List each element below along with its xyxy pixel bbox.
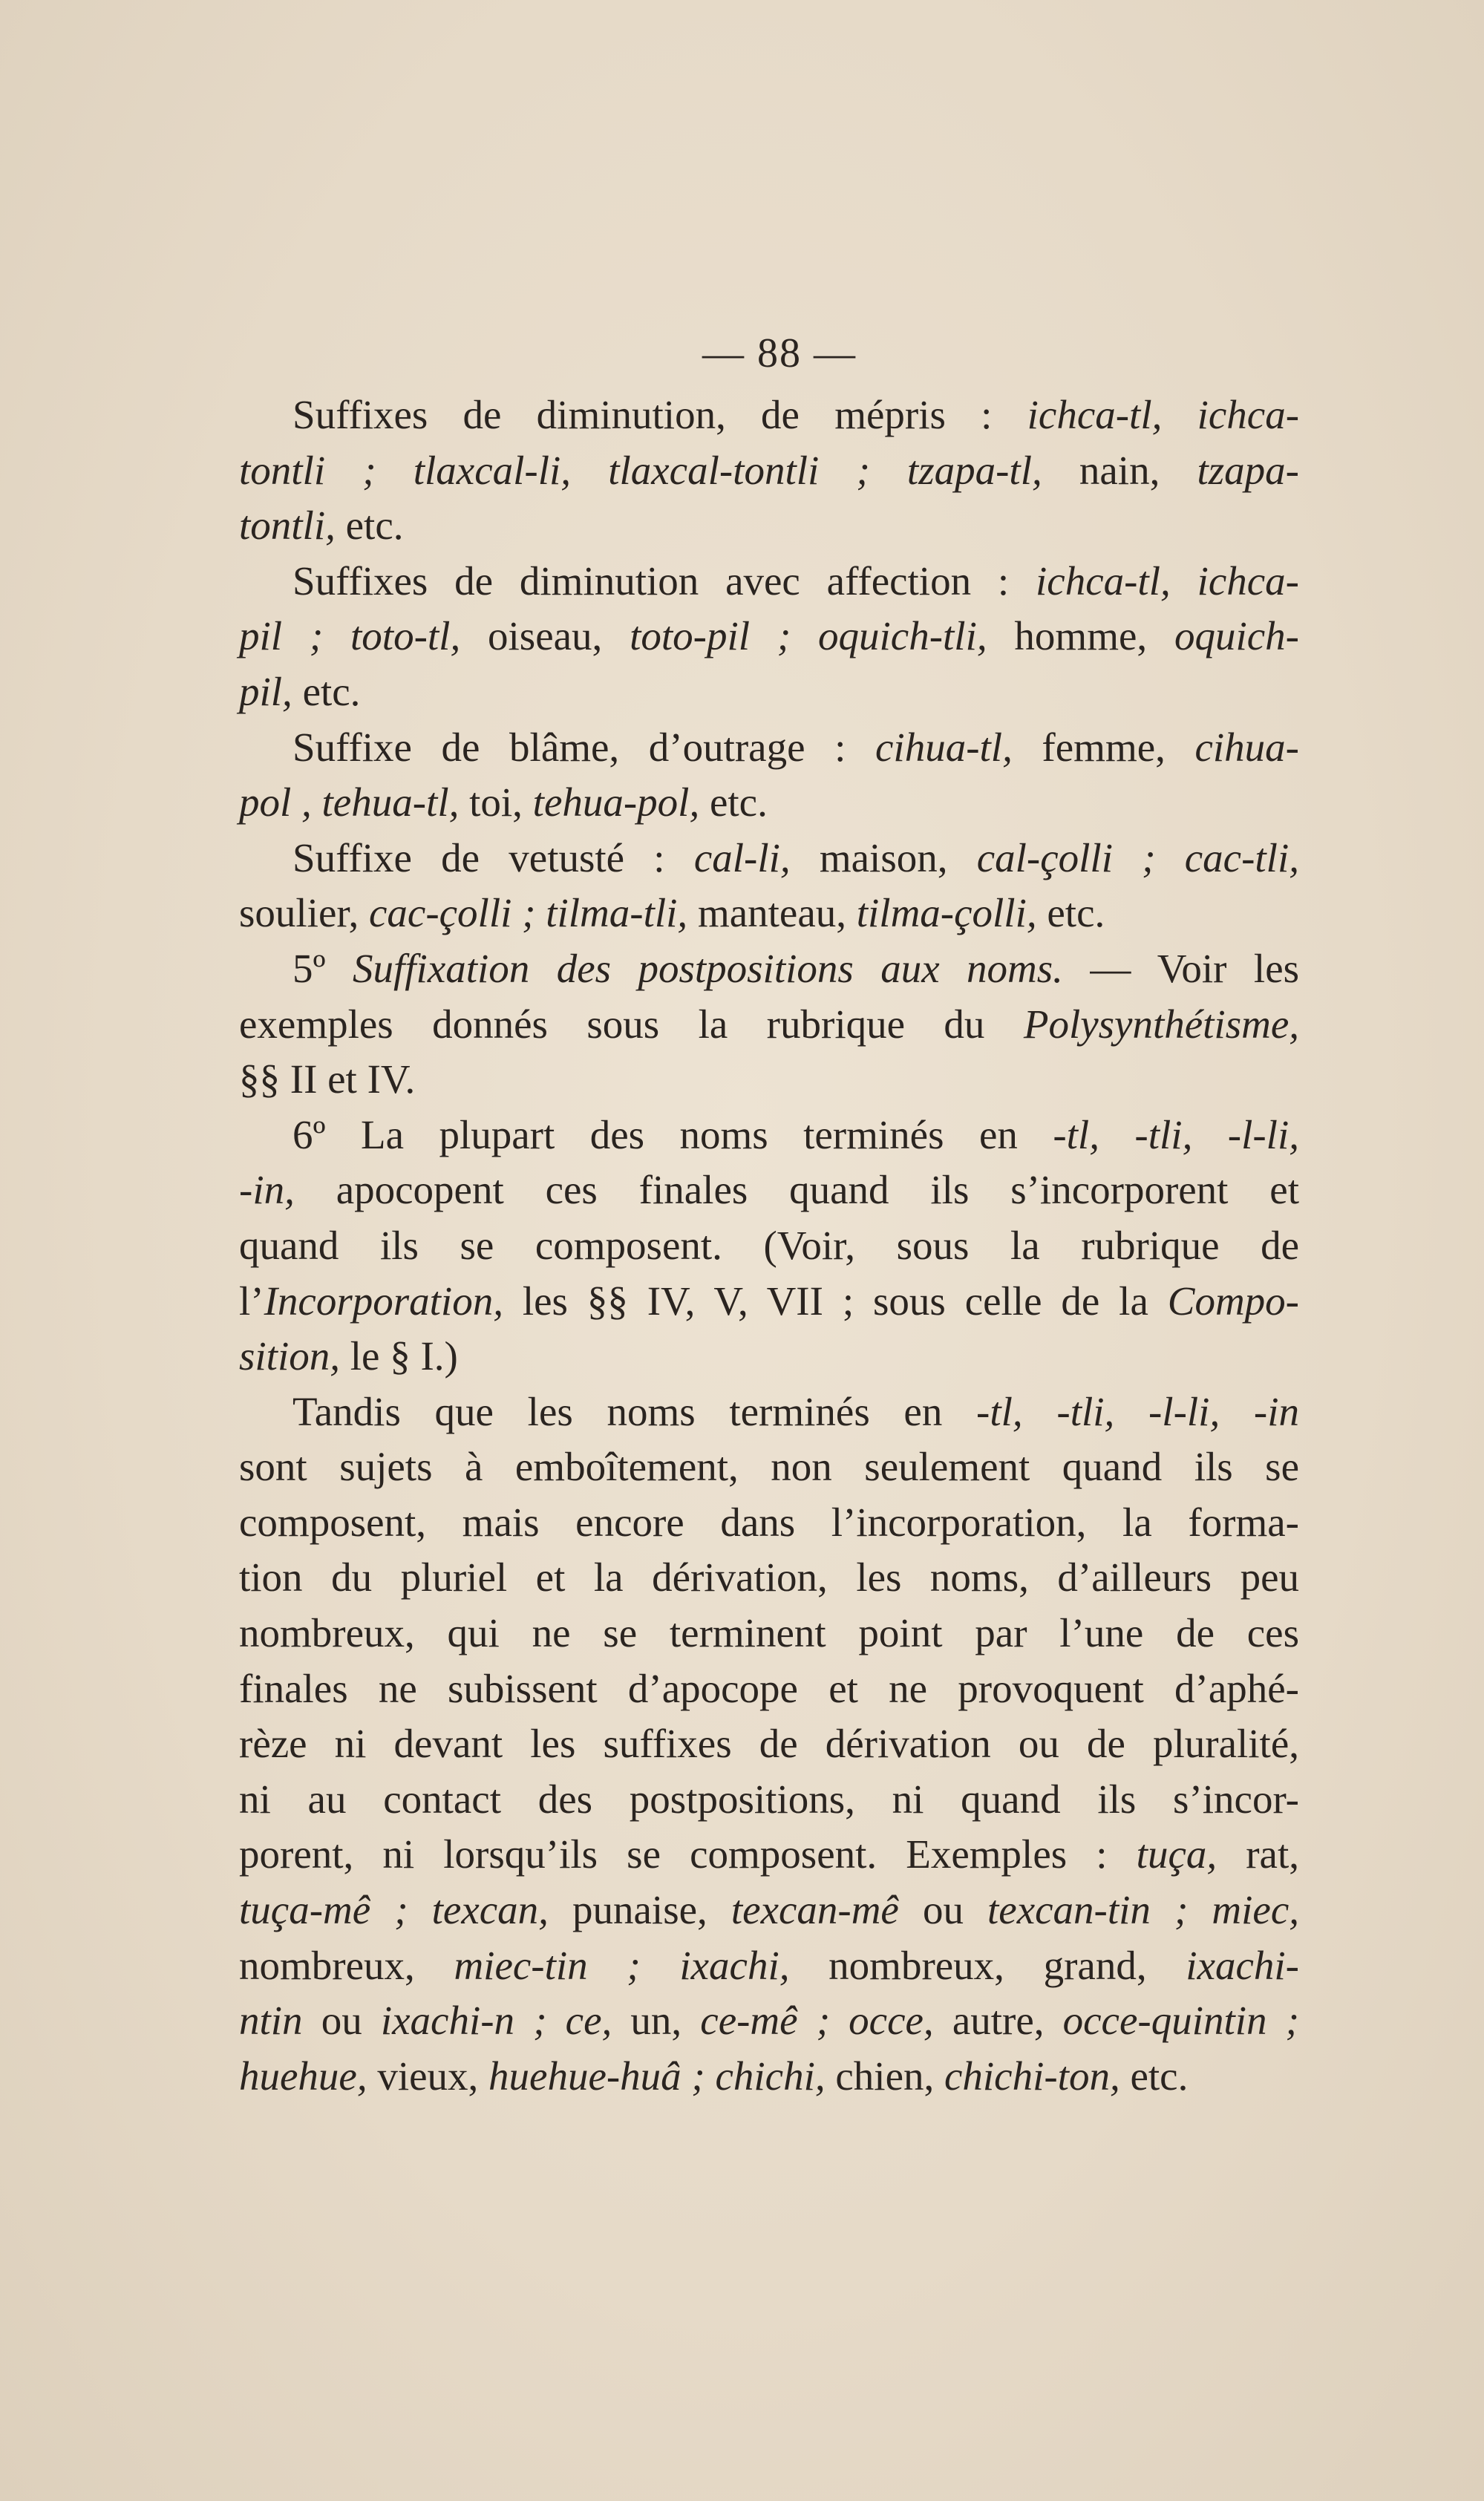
text-run: l’ <box>239 1278 264 1324</box>
italic-term: ixachi-n ; ce, <box>380 1998 612 2044</box>
text-line <box>239 1938 1299 1994</box>
text-run: toi, <box>459 779 533 826</box>
text-line <box>239 1163 1299 1218</box>
italic-term: Suffixation des postpositions aux noms. <box>352 945 1063 991</box>
text-run: Suffixe de blâme, d’outrage : <box>292 724 875 770</box>
italic-term: tontli ; tlaxcal-li, tlaxcal-tontli ; tzapa-tl, <box>239 447 1042 493</box>
text-line <box>239 886 1299 941</box>
italic-term: chichi-ton, <box>944 2053 1120 2099</box>
text-run: un, <box>612 1998 701 2044</box>
page-number: — 88 — <box>702 330 857 376</box>
text-line <box>239 1606 1299 1661</box>
italic-term: huehue, <box>239 2053 367 2099</box>
text-line <box>239 1827 1299 1883</box>
text-run <box>1171 558 1197 604</box>
text-line <box>239 1883 1299 1938</box>
italic-term: pil ; toto-tl, <box>239 613 461 659</box>
text-line <box>239 609 1299 664</box>
italic-term: ichca- <box>1197 558 1299 604</box>
text-line <box>239 1329 1299 1384</box>
text-run: — Voir les <box>1062 945 1300 991</box>
text-run: le § I.) <box>340 1333 458 1379</box>
italic-term: texcan-tin ; miec, <box>987 1887 1299 1933</box>
text-line <box>239 664 1299 720</box>
italic-term: miec-tin ; ixachi, <box>454 1942 790 1988</box>
text-run: nain, <box>1042 447 1197 493</box>
text-line <box>239 1772 1299 1828</box>
text-run: nombreux, grand, <box>789 1942 1186 1988</box>
text-run: femme, <box>1012 724 1195 770</box>
italic-term: ichca-tl, <box>1036 558 1171 604</box>
text-run: Tandis que les noms terminés en <box>292 1388 977 1434</box>
text-line <box>239 388 1299 443</box>
italic-term: cac-çolli ; tilma-tli, <box>369 890 688 936</box>
italic-term: -tl, -tli, -l-li, -in <box>976 1388 1299 1434</box>
italic-term: toto-pil ; oquich-tli, <box>630 613 987 659</box>
text-run: autre, <box>933 1998 1063 2044</box>
text-run: nombreux, qui ne se terminent point par l’une de ces <box>239 1610 1299 1656</box>
italic-term: Polysynthétisme, <box>1023 1001 1299 1047</box>
text-run: 6º La plupart des noms terminés en <box>292 1111 1053 1157</box>
text-line <box>239 1550 1299 1606</box>
italic-term: ichca- <box>1197 392 1300 437</box>
text-line <box>239 1384 1299 1440</box>
text-line <box>239 2049 1299 2105</box>
text-line <box>239 498 1299 554</box>
text-run: vieux, <box>367 2053 489 2099</box>
text-run: etc. <box>335 503 404 549</box>
text-run: tion du pluriel et la dérivation, les noms, d’ailleurs peu <box>239 1554 1299 1601</box>
text-line <box>239 1993 1299 2049</box>
text-run: nombreux, <box>239 1942 454 1988</box>
text-line <box>239 1274 1299 1330</box>
text-run: homme, <box>987 613 1174 659</box>
text-run: Suffixes de diminution, de mépris : <box>292 392 1027 437</box>
text-line <box>239 1661 1299 1717</box>
italic-term: tuça, <box>1136 1831 1217 1877</box>
text-run: les §§ IV, V, VII ; sous celle de la <box>503 1278 1168 1324</box>
text-run: Suffixes de diminution avec affection : <box>292 558 1036 604</box>
text-run: exemples donnés sous la rubrique du <box>239 1001 1024 1047</box>
text-run: oiseau, <box>460 613 630 659</box>
text-run: ni au contact des postpositions, ni quand ils s’incor- <box>239 1776 1299 1822</box>
italic-term: tilma-çolli, <box>856 890 1037 936</box>
text-run: porent, ni lorsqu’ils se composent. Exemples : <box>239 1831 1137 1877</box>
text-run: §§ II et IV. <box>239 1056 416 1102</box>
text-run: maison, <box>790 834 977 880</box>
body-text <box>239 388 1299 2104</box>
text-line <box>239 997 1299 1053</box>
text-run: apocopent ces finales quand ils s’incorporent et <box>294 1167 1299 1213</box>
text-run: punaise, <box>548 1887 731 1933</box>
italic-term: ce-mê ; occe, <box>700 1998 934 2044</box>
text-line <box>239 1218 1299 1274</box>
text-run: chien, <box>825 2053 944 2099</box>
italic-term: tontli, <box>239 503 336 549</box>
text-run: rat, <box>1217 1831 1299 1877</box>
text-run: etc. <box>1036 890 1105 936</box>
italic-term: ichca-tl, <box>1027 392 1163 437</box>
italic-term: cihua- <box>1194 724 1299 770</box>
text-run <box>1162 392 1197 437</box>
italic-term: tzapa- <box>1197 447 1299 493</box>
text-run: 5º <box>292 945 353 991</box>
text-run: etc. <box>699 779 768 826</box>
italic-term: pil, <box>239 668 292 714</box>
italic-term: oquich- <box>1174 613 1299 659</box>
italic-term: -in, <box>239 1167 295 1213</box>
italic-term: huehue-huâ ; chichi, <box>488 2053 826 2099</box>
text-run: sont sujets à emboîtement, non seulement quand ils se <box>239 1444 1299 1490</box>
italic-term: cal-li, <box>693 834 791 880</box>
text-line <box>239 775 1299 831</box>
text-line <box>239 1439 1299 1495</box>
text-line <box>239 831 1299 886</box>
text-run: etc. <box>1119 2053 1189 2099</box>
text-run: ou <box>898 1887 988 1933</box>
text-line <box>239 1108 1299 1163</box>
text-run: soulier, <box>239 890 369 936</box>
italic-term: cihua-tl, <box>875 724 1013 770</box>
italic-term: pol , tehua-tl, <box>239 779 460 826</box>
text-run: Suffixe de vetusté : <box>292 834 694 880</box>
italic-term: tehua-pol, <box>532 779 700 826</box>
text-run: etc. <box>292 668 361 714</box>
text-run: finales ne subissent d’apocope et ne provoquent d’aphé- <box>239 1665 1299 1711</box>
italic-term: sition, <box>239 1333 340 1379</box>
text-line <box>239 554 1299 609</box>
italic-term: occe-quintin ; <box>1062 1998 1299 2044</box>
italic-term: -tl, -tli, -l-li, <box>1053 1111 1299 1157</box>
text-line <box>239 443 1299 499</box>
text-line <box>239 1052 1299 1108</box>
text-run: manteau, <box>687 890 857 936</box>
italic-term: ntin <box>239 1998 303 2044</box>
text-run: composent, mais encore dans l’incorporation, la forma- <box>239 1499 1299 1545</box>
text-line <box>239 720 1299 776</box>
italic-term: tuça-mê ; texcan, <box>239 1887 549 1933</box>
italic-term: texcan-mê <box>730 1887 899 1933</box>
text-line <box>239 941 1299 997</box>
italic-term: cal-çolli ; cac-tli, <box>976 834 1299 880</box>
text-run: quand ils se composent. (Voir, sous la rubrique de <box>239 1222 1299 1268</box>
italic-term: ixachi- <box>1186 1942 1299 1988</box>
text-line <box>239 1716 1299 1772</box>
italic-term: Compo- <box>1167 1278 1299 1324</box>
italic-term: Incorporation, <box>264 1278 503 1324</box>
text-run: rèze ni devant les suffixes de dérivation ou de pluralité, <box>239 1721 1299 1767</box>
text-line <box>239 1495 1299 1551</box>
text-run: ou <box>302 1998 381 2044</box>
